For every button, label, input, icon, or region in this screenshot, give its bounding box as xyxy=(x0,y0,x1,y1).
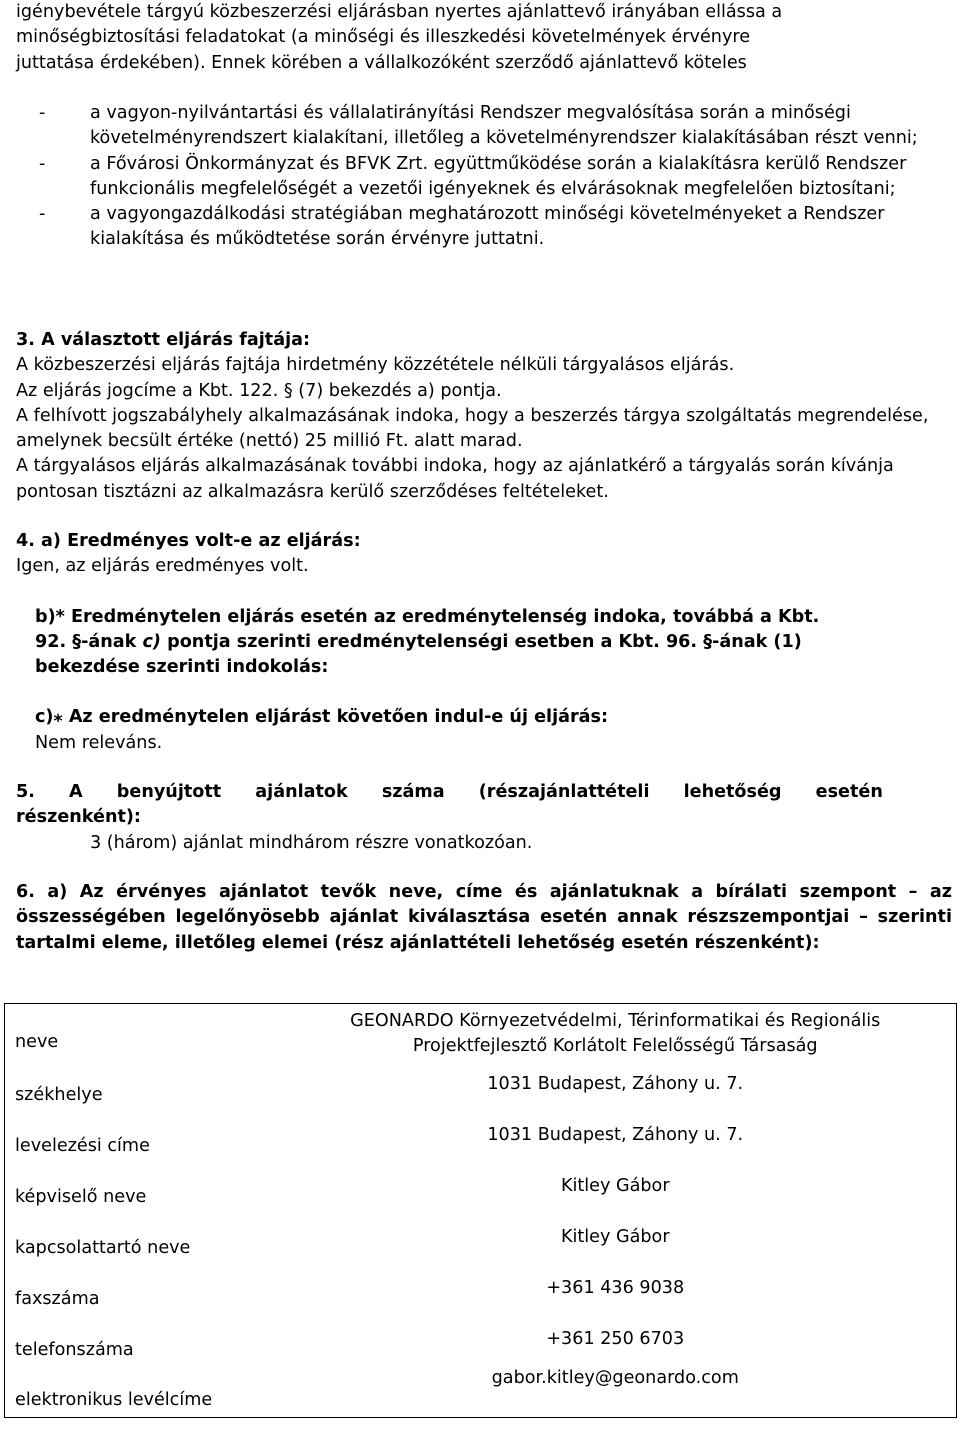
section-heading xyxy=(16,328,952,353)
list-item-text: a vagyongazdálkodási stratégiában meghatározott minőségi követelményeket a Rendszer kialakítása és működtetése során érvényre juttatni. xyxy=(90,204,885,250)
list-item xyxy=(16,152,952,203)
value-cell xyxy=(275,1004,957,1060)
list-item-text: a vagyon-nyilvántartási és vállalatirányítási Rendszer megvalósítása során a minőségi követelményrendszert kialakítani, illetőleg a követelményrendszer kialakításában részt venni; xyxy=(90,103,918,149)
intro-line: igénybevétele tárgyú közbeszerzési eljárásban nyertes ajánlattevő irányában ellássa a xyxy=(16,2,783,22)
value-cell: gabor.kitley@geonardo.com xyxy=(491,1368,739,1388)
justification-paragraph: A tárgyalásos eljárás alkalmazásának további indoka, hogy az ajánlatkérő a tárgyalás során kívánja pontosan tisztázni az alkalmazásra kerülő szerződéses feltételeket. xyxy=(16,456,894,502)
duties-list xyxy=(16,101,952,253)
subsection-heading: b)* Eredménytelen eljárás esetén az eredménytelenség indoka, továbbá a Kbt. xyxy=(35,606,820,627)
label-cell: képviselő neve xyxy=(15,1187,147,1207)
intro-line: minőségbiztosítási feladatokat (a minőségi és illeszkedési követelmények érvényre xyxy=(16,27,751,48)
value-cell: +361 436 9038 xyxy=(546,1278,685,1298)
procedure-type: A közbeszerzési eljárás fajtája hirdetmény közzététele nélküli tárgyalásos eljárás. xyxy=(16,355,735,376)
legal-basis: Az eljárás jogcíme a Kbt. 122. § (7) bekezdés a) pontja. xyxy=(16,380,502,401)
bidder-table xyxy=(4,1003,957,1418)
value-cell: 1031 Budapest, Záhony u. 7. xyxy=(487,1074,744,1094)
table-row xyxy=(5,1212,957,1263)
list-dash: - xyxy=(39,103,46,123)
section-title: A választott eljárás fajtája: xyxy=(41,330,311,350)
section-heading: 4. a) Eredményes volt-e az eljárás: xyxy=(16,531,361,551)
intro-line: juttatása érdekében). Ennek körében a vállalkozóként szerződő ajánlattevő köteles xyxy=(16,52,747,73)
list-item xyxy=(16,202,952,253)
company-name-line: Projektfejlesztő Korlátolt Felelősségű Társaság xyxy=(412,1035,818,1056)
label-cell: faxszáma xyxy=(15,1289,100,1309)
section-heading: 5. A benyújtott ajánlatok száma (részajánlattételi lehetőség esetén xyxy=(16,782,883,802)
value-cell: 1031 Budapest, Záhony u. 7. xyxy=(487,1125,744,1145)
label-cell: telefonszáma xyxy=(15,1340,134,1360)
list-dash: - xyxy=(39,204,46,225)
list-item xyxy=(16,101,952,152)
subsection-heading: c)⁎ Az eredménytelen eljárást követően indul-e új eljárás: xyxy=(35,707,609,728)
intro-paragraph xyxy=(16,0,952,76)
subsection-answer: Nem releváns. xyxy=(35,732,163,753)
table-row xyxy=(5,1365,957,1418)
value-cell: Kitley Gábor xyxy=(560,1227,670,1247)
value-cell: +361 250 6703 xyxy=(546,1329,685,1349)
offer-count: 3 (három) ajánlat mindhárom részre vonatkozóan. xyxy=(90,832,533,853)
label-cell: elektronikus levélcíme xyxy=(15,1389,213,1410)
section-4b xyxy=(16,605,955,681)
value-cell: Kitley Gábor xyxy=(560,1176,670,1196)
label-cell: kapcsolattartó neve xyxy=(15,1238,191,1258)
section-6 xyxy=(16,880,952,956)
table-row xyxy=(5,1263,957,1314)
section-heading: részenként): xyxy=(16,807,141,828)
section-5 xyxy=(16,780,952,856)
justification-paragraph: A felhívott jogszabályhely alkalmazásának indoka, hogy a beszerzés tárgya szolgáltatás megrendelése, amelynek becsült értéke (nettó) 25 millió Ft. alatt marad. xyxy=(16,405,929,452)
list-dash: - xyxy=(39,153,46,174)
list-item-text: a Fővárosi Önkormányzat és BFVK Zrt. együttműködése során a kialakításra kerülő Rendszer funkcionális megfelelőségét a vezetői igényeknek és elvárásoknak megfelelően biztosítani; xyxy=(90,153,907,199)
table-row xyxy=(5,1314,957,1365)
table-row xyxy=(5,1161,957,1212)
table-row xyxy=(5,1004,957,1060)
label-cell: levelezési címe xyxy=(15,1136,150,1156)
section-3 xyxy=(16,328,952,505)
table-row xyxy=(5,1110,957,1161)
table-row xyxy=(5,1059,957,1110)
result-answer: Igen, az eljárás eredményes volt. xyxy=(16,556,309,577)
section-4 xyxy=(16,529,952,756)
label-cell: neve xyxy=(15,1032,59,1052)
subsection-heading: 92. §-ának c) pontja szerinti eredménytelenségi esetben a Kbt. 96. §-ának (1) xyxy=(35,631,802,652)
label-cell: székhelye xyxy=(15,1085,103,1105)
section-heading: 6. a) Az érvényes ajánlatot tevők neve, címe és ajánlatuknak a bírálati szempont – az összességében legelőnyösebb ajánlat kiválasztása esetén annak részszempontjai – szerinti tartalmi eleme, illetőleg elemei (rész ajánlattételi lehetőség esetén részenként): xyxy=(16,882,952,953)
section-4c xyxy=(16,705,952,756)
subsection-heading: bekezdése szerinti indokolás: xyxy=(35,657,329,678)
company-name-line: GEONARDO Környezetvédelmi, Térinformatikai és Regionális xyxy=(350,1010,881,1031)
section-number: 3. xyxy=(16,330,35,350)
